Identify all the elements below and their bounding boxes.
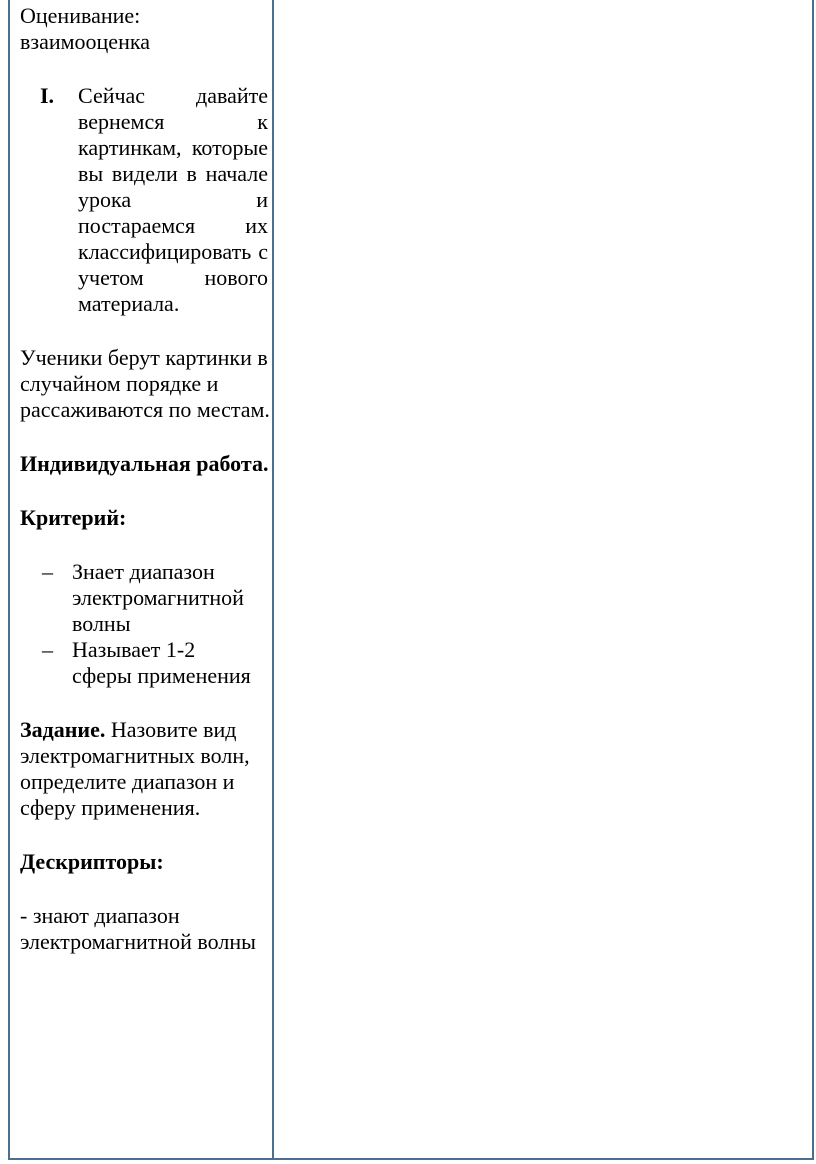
task-text: Назовите вид электромагнитных волн, определите диапазон и сферу применения.	[20, 717, 250, 820]
dash-bullet: –	[42, 559, 53, 584]
assessment-heading: Оценивание: взаимооценка	[20, 3, 150, 54]
dash-bullet: –	[42, 637, 53, 662]
descriptor-text: - знают диапазон электромагнитной волны	[20, 903, 256, 954]
criterion-text: Знает диапазон электромагнитной волны	[72, 559, 244, 636]
left-column	[20, 3, 270, 955]
column-divider	[272, 0, 274, 1158]
students-text: Ученики берут картинки в случайном порядке и рассаживаются по местам.	[20, 345, 270, 422]
step-number: I.	[40, 83, 55, 108]
lesson-table	[8, 0, 814, 1160]
numbered-step	[40, 83, 270, 317]
criterion-label: Критерий:	[20, 505, 127, 530]
right-column	[276, 0, 812, 1158]
descriptors-label: Дескрипторы:	[20, 849, 164, 874]
list-item	[20, 559, 270, 637]
criterion-text: Называет 1-2 сферы применения	[72, 637, 251, 688]
list-item	[20, 637, 270, 689]
step-text: Сейчас давайте вернемся к картинкам, которые вы видели в начале урока и постараемся их классифицировать с учетом нового материала.	[78, 83, 268, 316]
task-paragraph	[20, 717, 270, 821]
individual-work-label: Индивидуальная работа.	[20, 451, 269, 476]
criteria-list	[20, 559, 270, 689]
task-label: Задание.	[20, 717, 106, 742]
